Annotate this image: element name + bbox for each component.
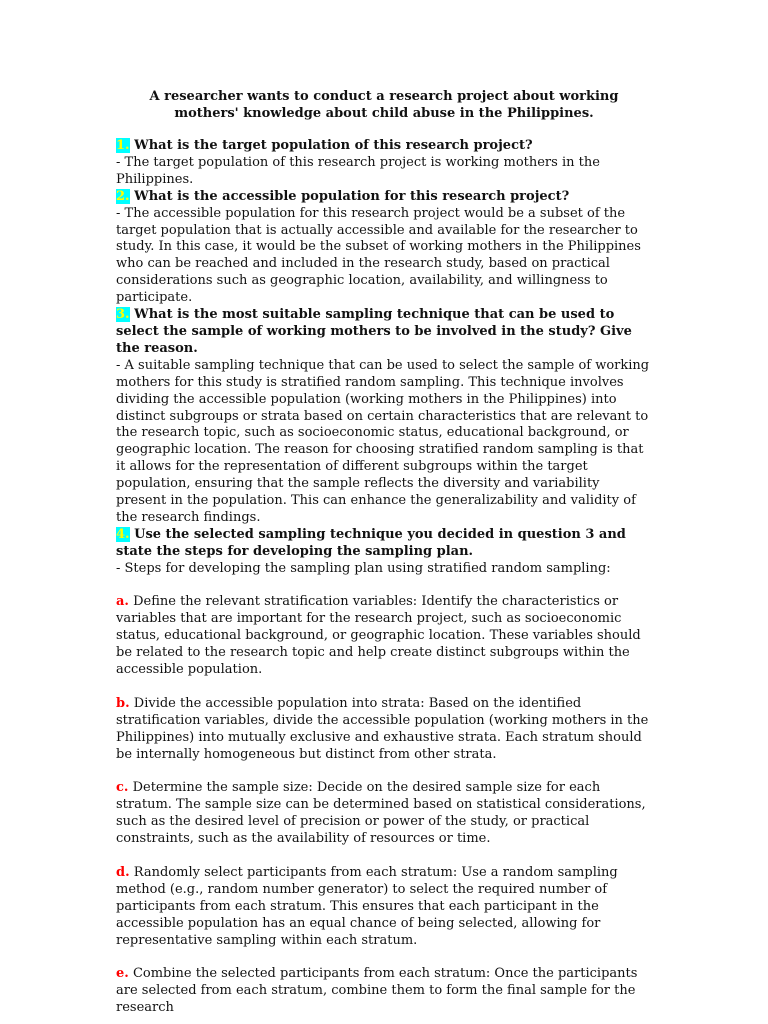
step-letter: c. <box>116 780 129 796</box>
question-number: 1. <box>116 138 130 153</box>
document-body <box>116 138 652 1017</box>
step-letter: b. <box>116 695 130 711</box>
question-number: 3. <box>116 307 130 323</box>
step-text: Divide the accessible population into strata: Based on the identified stratification variables, divide the accessible population (working mothers in the Philippines) into mutually exclusive and exhaustive strata. Each stratum should be internally homogeneous but distinct from other strata. <box>116 695 649 762</box>
question-text: Use the selected sampling technique you decided in question 3 and state the steps for developing the sampling plan. <box>116 526 626 559</box>
step-letter: e. <box>116 966 129 982</box>
step-text: Combine the selected participants from each stratum: Once the participants are selected from each stratum, combine them to form the final sample for the research <box>116 966 638 1016</box>
title-line-2: mothers' knowledge about child abuse in the Philippines. <box>174 106 594 121</box>
answer-1: - The target population of this research project is working mothers in the Philippines. <box>116 154 600 187</box>
question-number: 2. <box>116 188 130 204</box>
question-4 <box>116 527 652 561</box>
question-2 <box>116 189 652 206</box>
answer-2: - The accessible population for this research project would be a subset of the target population that is actually accessible and available for the researcher to study. In this case, it would be the subset of working mothers in the Philippines who can be reached and included in the research study, based on practical considerations such as geographic location, availability, and willingness to participate. <box>116 205 641 306</box>
question-number: 4. <box>116 526 130 542</box>
step-text: Randomly select participants from each stratum: Use a random sampling method (e.g., random number generator) to select the required number of participants from each stratum. This ensures that each participant in the accessible population has an equal chance of being selected, allowing for representative sampling within each stratum. <box>116 864 618 948</box>
step-c <box>116 780 652 848</box>
step-e <box>116 966 652 1017</box>
question-text: What is the target population of this research project? <box>134 138 533 153</box>
step-a <box>116 594 652 679</box>
step-text: Define the relevant stratification variables: Identify the characteristics or variables that are important for the research project, such as socioeconomic status, educational background, or geographic location. These variables should be related to the research topic and help create distinct subgroups within the accessible population. <box>116 594 641 678</box>
step-letter: d. <box>116 864 130 880</box>
step-b <box>116 696 652 764</box>
answer-3: - A suitable sampling technique that can be used to select the sample of working mothers for this study is stratified random sampling. This technique involves dividing the accessible population (working mothers in the Philippines) into distinct subgroups or strata based on certain characteristics that are relevant to the research topic, such as socioeconomic status, educational background, or geographic location. The reason for choosing stratified random sampling is that it allows for the representation of different subgroups within the target population, ensuring that the sample reflects the diversity and variability present in the population. This can enhance the generalizability and validity of the research findings. <box>116 357 650 525</box>
answer-4: - Steps for developing the sampling plan using stratified random sampling: <box>116 560 611 576</box>
step-d <box>116 865 652 950</box>
question-text: What is the most suitable sampling technique that can be used to select the sample of working mothers to be involved in the study? Give the reason. <box>116 307 632 356</box>
question-text: What is the accessible population for this research project? <box>134 188 570 204</box>
document-title <box>116 88 652 122</box>
title-line-1: A researcher wants to conduct a research project about working <box>149 89 619 104</box>
question-3 <box>116 307 652 358</box>
step-text: Determine the sample size: Decide on the desired sample size for each stratum. The sample size can be determined based on statistical considerations, such as the desired level of precision or power of the study, or practical constraints, such as the availability of resources or time. <box>116 780 646 847</box>
step-letter: a. <box>116 594 129 610</box>
question-1 <box>116 138 652 155</box>
